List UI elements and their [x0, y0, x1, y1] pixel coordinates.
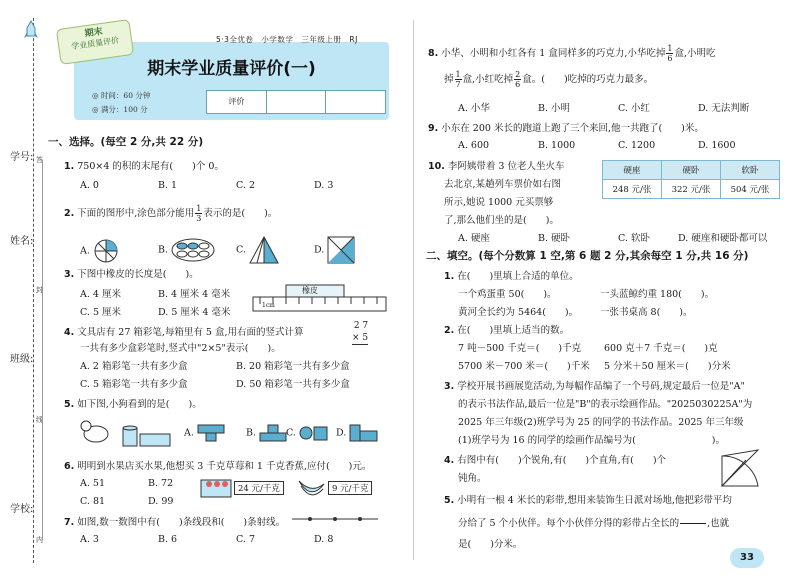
page-number: 33 [730, 548, 764, 568]
fill-question-3: 3. 学校开展书画展览活动,为每幅作品编了一个号码,规定最后一位是"A" [444, 381, 745, 392]
option-a[interactable]: A. 3 [80, 534, 99, 545]
option-a[interactable]: A. 硬座 [458, 233, 490, 244]
fill-question-5: 5. 小明有一根 4 米长的彩带,想用来装饰生日派对场地,他把彩带平均 [444, 495, 732, 506]
option-b[interactable]: B. 小明 [538, 103, 571, 114]
question-2: 2. 下面的图形中,涂色部分能用 $\frac{1}{3}$ 表示的是( )。 [64, 204, 278, 223]
table-header: 硬座 [603, 161, 662, 180]
fill-question-5-line3: 是( )分米。 [458, 539, 523, 550]
question-10: 10. 李阿姨带着 3 位老人坐火车 [428, 161, 565, 172]
option-b[interactable]: B. [246, 424, 287, 442]
fill-item[interactable]: 5700 米－700 米＝( )千米 [458, 361, 590, 372]
ticket-price-table [602, 160, 780, 199]
option-d[interactable]: D. 99 [148, 496, 174, 507]
question-4: 4. 文具店有 27 箱彩笔,每箱里有 5 盒,用右面的竖式计算 [64, 327, 304, 338]
evaluation-label: 评价 [207, 91, 267, 113]
option-c[interactable]: C. 5 厘米 [80, 307, 122, 318]
option-c[interactable]: C. [236, 236, 279, 264]
eraser-label: 橡皮 [302, 286, 318, 295]
section-title: 二、填空。(每个分数算 1 空,第 6 题 2 分,其余每空 1 分,共 16 分) [426, 250, 749, 262]
fill-question-4-line2: 钝角。 [458, 473, 487, 484]
option-d[interactable]: D. 3 [314, 180, 334, 191]
option-b[interactable]: B. 4 厘米 4 毫米 [158, 289, 231, 300]
ruler-unit: 1cm [262, 302, 275, 309]
option-b[interactable]: B. 1000 [538, 140, 576, 151]
line-figure [290, 512, 380, 529]
question-8-line2: 掉 $\frac{1}{7}$ 盒,小红吃掉 $\frac{2}{6}$ 盒。( )吃掉的巧克力最多。 [444, 70, 654, 89]
question-4-line2: 一共有多少盒彩笔时,竖式中"2×5"表示( )。 [80, 343, 281, 354]
question-7: 7. 如图,数一数图中有( )条线段和( )条射线。 [64, 517, 286, 528]
exam-badge: 期末 学业质量评价 [56, 19, 134, 65]
score-info: ◎ 满分：100 分 [92, 105, 148, 114]
strawberry-price: 24 元/千克 [234, 481, 284, 495]
question-6: 6. 明明到水果店买水果,他想买 3 千克草莓和 1 千克香蕉,应付( )元。 [64, 461, 372, 472]
fill-item[interactable]: 一个鸡蛋重 50( )。 [458, 289, 557, 300]
school-label: 学校: [10, 504, 34, 515]
option-b[interactable]: B. 硬卧 [538, 233, 571, 244]
option-d[interactable]: D. 8 [314, 534, 334, 545]
option-c[interactable]: C. 81 [80, 496, 106, 507]
vertical-calculation: 2 7 × 5 [352, 321, 369, 343]
fill-question-5-line2: 分给了 5 个小伙伴。每个小伙伴分得的彩带占全长的 ,也就 [458, 514, 729, 533]
ovals-shape-icon [171, 238, 215, 262]
dog-figure [78, 414, 178, 451]
class-label: 班级: [10, 354, 34, 365]
table-cell: 248 元/张 [603, 180, 662, 199]
evaluation-cell[interactable] [267, 91, 327, 113]
page-title: 期末学业质量评价(一) [147, 59, 316, 79]
table-cell: 322 元/张 [662, 180, 721, 199]
seal-mark: 内 [36, 536, 43, 544]
margin-line [42, 160, 43, 540]
fill-item[interactable]: 600 克＋7 千克＝( )克 [604, 343, 718, 354]
square-shape-icon [327, 236, 355, 264]
option-a[interactable]: A. 51 [80, 478, 105, 489]
evaluation-box [206, 90, 386, 114]
fill-question-2: 2. 在( )里填上适当的数。 [444, 325, 570, 336]
fill-item[interactable]: 黄河全长约为 5464( )。 [458, 307, 579, 318]
option-a[interactable]: A. 2 箱彩笔一共有多少盒 [80, 361, 188, 372]
binding-dashed-line [33, 18, 34, 563]
option-c[interactable]: C. [286, 424, 329, 442]
circle-shape-icon [93, 238, 119, 264]
option-d[interactable]: D. [314, 236, 355, 264]
option-c[interactable]: C. 1200 [618, 140, 656, 151]
option-c[interactable]: C. 软卧 [618, 233, 650, 244]
option-d[interactable]: D. 50 箱彩笔一共有多少盒 [236, 379, 350, 390]
fill-question-4: 4. 右图中有( )个锐角,有( )个直角,有( )个 [444, 455, 667, 466]
seal-mark: 答 [36, 156, 43, 164]
option-d[interactable]: D. 无法判断 [698, 103, 750, 114]
option-c[interactable]: C. 2 [236, 180, 256, 191]
fill-item[interactable]: 一头蓝鲸约重 180( )。 [600, 289, 715, 300]
question-8: 8. 小华、小明和小红各有 1 盒同样多的巧克力,小华吃掉 $\frac{1}{6}$ 盒,小明吃 [428, 44, 716, 63]
student-id-label: 学号: [10, 152, 34, 163]
option-b[interactable]: B. 1 [158, 180, 178, 191]
table-header: 软卧 [721, 161, 780, 180]
option-d[interactable]: D. 5 厘米 4 毫米 [158, 307, 231, 318]
question-1: 1. 750×4 的积的末尾有( )个 0。 [64, 161, 224, 172]
question-10-line4: 了,那么他们坐的是( )。 [444, 215, 559, 226]
angle-figure [718, 446, 762, 491]
option-d[interactable]: D. 硬座和硬卧都可以 [678, 233, 768, 244]
option-b[interactable]: B. [158, 238, 215, 262]
fill-question-1: 1. 在( )里填上合适的单位。 [444, 271, 579, 282]
question-10-line3: 所示,她说 1000 元买票够 [444, 197, 554, 208]
option-b[interactable]: B. 20 箱彩笔一共有多少盒 [236, 361, 350, 372]
question-5: 5. 如下图,小狗看到的是( )。 [64, 399, 202, 410]
triangle-shape-icon [249, 236, 279, 264]
banana-icon [296, 476, 326, 501]
banana-price: 9 元/千克 [328, 481, 372, 495]
option-a[interactable]: A. 小华 [458, 103, 490, 114]
option-d[interactable]: D. [336, 424, 379, 442]
name-label: 姓名: [10, 236, 34, 247]
fill-question-3-line2: 的表示书法作品,最后一位是"B"的表示绘画作品。"2025030225A"为 [458, 399, 753, 410]
fill-item[interactable]: 一张书桌高 8( )。 [600, 307, 693, 318]
question-10-line2: 去北京,某趟列车票价如右图 [444, 179, 562, 190]
option-b[interactable]: B. 6 [158, 534, 178, 545]
fill-item[interactable]: 5 分米＋50 厘米＝( )分米 [604, 361, 731, 372]
seal-mark: 封 [36, 286, 43, 294]
question-3: 3. 下图中橡皮的长度是( )。 [64, 269, 199, 280]
table-cell: 504 元/张 [721, 180, 780, 199]
option-d[interactable]: D. 1600 [698, 140, 736, 151]
fill-item[interactable]: 7 吨－500 千克＝( )千克 [458, 343, 582, 354]
table-header: 硬卧 [662, 161, 721, 180]
fill-question-3-line4: (1)班学号为 16 的同学的绘画作品编号为( )。 [458, 435, 725, 446]
option-a[interactable]: A. 0 [80, 180, 99, 191]
option-a[interactable]: A. [80, 238, 119, 264]
option-c[interactable]: C. 7 [236, 534, 256, 545]
option-a[interactable]: A. [184, 424, 225, 442]
page-divider [413, 20, 414, 560]
strawberry-icon [200, 476, 232, 501]
series-label: 5·3全优卷 小学数学 三年级上册 RJ [216, 35, 358, 44]
option-b[interactable]: B. 72 [148, 478, 174, 489]
option-a[interactable]: A. 600 [458, 140, 490, 151]
section-title: 一、选择。(每空 2 分,共 22 分) [48, 136, 204, 148]
question-9: 9. 小东在 200 米长的跑道上跑了三个来回,他一共跑了( )米。 [428, 123, 704, 134]
time-info: ◎ 时间：60 分钟 [92, 91, 151, 100]
ruler-figure [252, 284, 387, 315]
option-c[interactable]: C. 小红 [618, 103, 650, 114]
option-c[interactable]: C. 5 箱彩笔一共有多少盒 [80, 379, 188, 390]
rocket-icon [24, 20, 38, 45]
seal-mark: 线 [36, 416, 43, 424]
evaluation-cell[interactable] [326, 91, 385, 113]
fill-question-3-line3: 2025 年三年级(2)班学号为 25 的同学的书法作品。2025 年三年级 [458, 417, 744, 428]
option-a[interactable]: A. 4 厘米 [80, 289, 121, 300]
